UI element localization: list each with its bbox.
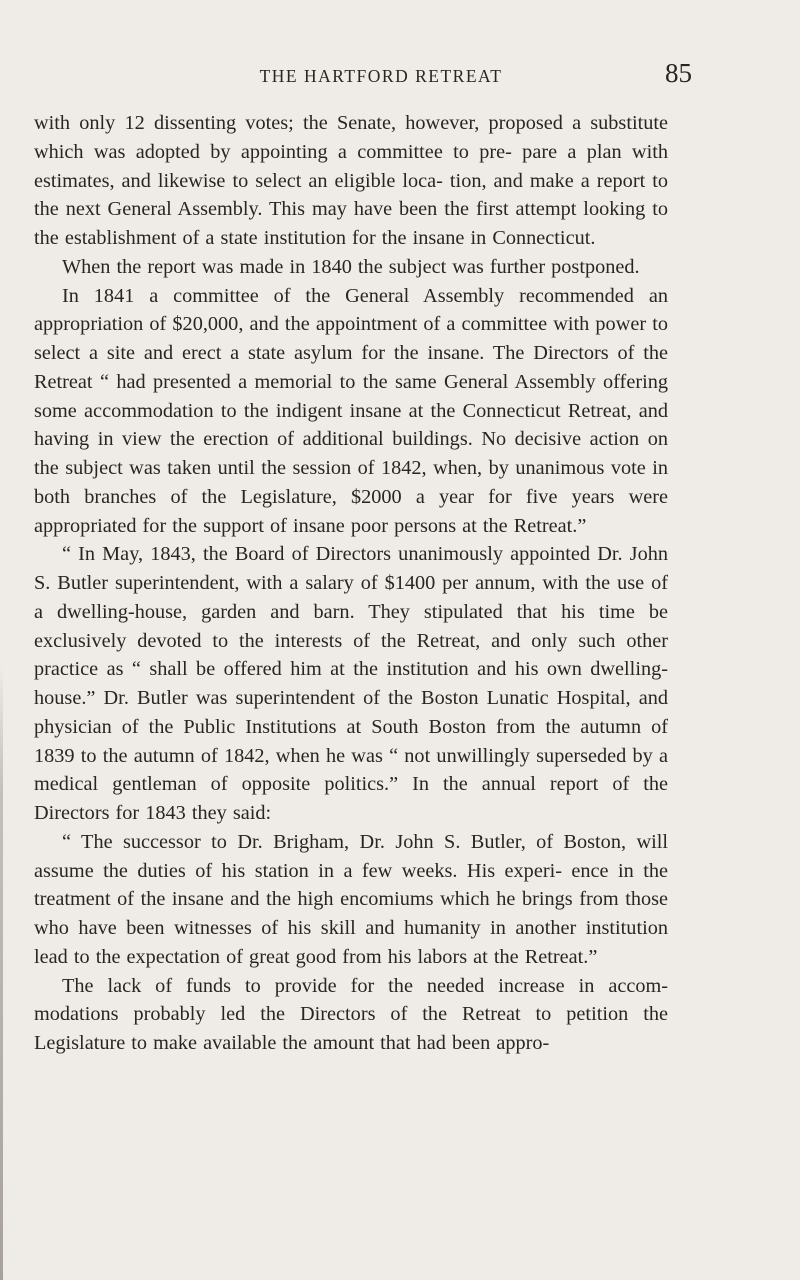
page-header <box>70 58 692 98</box>
page-number: 85 <box>665 58 692 88</box>
binding-shadow <box>0 665 3 1280</box>
paragraph: When the report was made in 1840 the subject was further postponed. <box>62 255 640 278</box>
running-head: THE HARTFORD RETREAT <box>259 66 503 86</box>
paragraph: “ The successor to Dr. Brigham, Dr. John S. Butler, of Boston, will assume the duties of his station in a few weeks. His experi- ence in the treatment of the insane and the high encomiums which he brings from those who have been witnesses of his skill and humanity in another institution lead to the expectation of great good from his labors at the Retreat.” <box>34 830 668 968</box>
paragraph: “ In May, 1843, the Board of Directors unanimously appointed Dr. John S. Butler superintendent, with a salary of $1400 per annum, with the use of a dwelling-house, garden and barn. They stipulated that his time be exclusively devoted to the interests of the Retreat, and only such other practice as “ shall be offered him at the institution and his own dwelling-house.” Dr. Butler was superintendent of the Boston Lunatic Hospital, and physician of the Public Institutions at South Boston from the autumn of 1839 to the autumn of 1842, when he was “ not unwillingly superseded by a medical gentleman of opposite politics.” In the annual report of the Directors for 1843 they said: <box>34 543 668 824</box>
paragraph: The lack of funds to provide for the needed increase in accom- modations probably led the Directors of the Retreat to petition the Legislature to make available the amount that had been appro- <box>34 974 668 1054</box>
paragraph: In 1841 a committee of the General Assembly recommended an appropriation of $20,000, and the appointment of a committee with power to select a site and erect a state asylum for the insane. The Directors of the Retreat “ had presented a memorial to the same General Assembly offering some accommodation to the indigent insane at the Connecticut Retreat, and having in view the erection of additional buildings. No decisive action on the subject was taken until the session of 1842, when, by unanimous vote in both branches of the Legislature, $2000 a year for five years were appropriated for the support of insane poor persons at the Retreat.” <box>34 284 668 537</box>
body-text <box>34 109 668 1058</box>
paragraph: with only 12 dissenting votes; the Senate, however, proposed a substitute which was adopted by appointing a committee to pre- pare a plan with estimates, and likewise to select an eligible loca- tion, and make a report to the next General Assembly. This may have been the first attempt looking to the establishment of a state institution for the insane in Connecticut. <box>34 112 668 249</box>
